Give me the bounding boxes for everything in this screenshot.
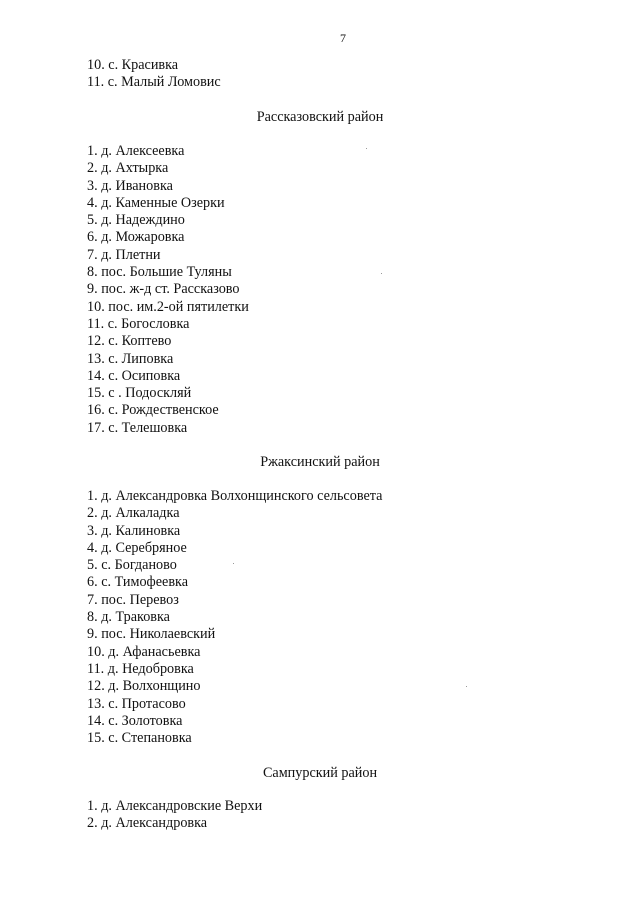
list-item: 2. д. Алкаладка <box>87 505 180 522</box>
list-item: 8. пос. Большие Туляны <box>87 264 232 281</box>
list-item: 5. с. Богданово <box>87 557 177 574</box>
list-item: 6. д. Можаровка <box>87 229 185 246</box>
section-list <box>87 488 382 747</box>
list-item: 7. пос. Перевоз <box>87 591 179 608</box>
list-item: 10. пос. им.2-ой пятилетки <box>87 298 249 315</box>
section-heading: Сампурский район <box>262 765 378 781</box>
list-item: 12. д. Волхонщино <box>87 678 201 695</box>
list-item: 15. с . Подоскляй <box>87 385 192 402</box>
section-heading: Ржаксинский район <box>260 454 380 470</box>
scan-speck <box>466 686 467 687</box>
list-item: 3. д. Ивановка <box>87 177 173 194</box>
scan-speck <box>233 563 234 564</box>
list-item: 5. д. Надеждино <box>87 212 185 229</box>
list-item: 15. с. Степановка <box>87 730 192 747</box>
list-item: 10. с. Красивка <box>87 57 179 73</box>
list-item: 17. с. Телешовка <box>87 419 188 436</box>
list-item: 7. д. Плетни <box>87 246 161 263</box>
list-item: 14. с. Осиповка <box>87 367 181 384</box>
list-item: 2. д. Александровка <box>87 815 208 832</box>
list-item: 9. пос. ж-д ст. Рассказово <box>87 281 240 298</box>
page-number: 7 <box>340 31 346 45</box>
section-list <box>87 798 262 833</box>
list-item: 1. д. Александровка Волхонщинского сельсовета <box>87 488 383 504</box>
list-item: 3. д. Калиновка <box>87 522 181 539</box>
scan-speck <box>366 148 367 149</box>
list-item: 4. д. Серебряное <box>87 539 187 556</box>
list-item: 1. д. Алексеевка <box>87 143 185 159</box>
list-item: 10. д. Афанасьевка <box>87 643 201 660</box>
top-list <box>87 57 221 92</box>
list-item: 12. с. Коптево <box>87 333 172 350</box>
scan-speck <box>381 273 382 274</box>
list-item: 1. д. Александровские Верхи <box>87 798 263 814</box>
list-item: 14. с. Золотовка <box>87 712 183 729</box>
section-heading: Рассказовский район <box>256 109 384 125</box>
list-item: 13. с. Протасово <box>87 695 186 712</box>
list-item: 11. с. Малый Ломовис <box>87 74 221 91</box>
list-item: 13. с. Липовка <box>87 350 174 367</box>
list-item: 11. д. Недобровка <box>87 660 194 677</box>
list-item: 11. с. Богословка <box>87 315 190 332</box>
list-item: 16. с. Рождественское <box>87 402 219 419</box>
list-item: 2. д. Ахтырка <box>87 160 169 177</box>
list-item: 6. с. Тимофеевка <box>87 574 189 591</box>
list-item: 9. пос. Николаевский <box>87 626 216 643</box>
list-item: 8. д. Траковка <box>87 609 170 626</box>
section-list <box>87 143 249 437</box>
list-item: 4. д. Каменные Озерки <box>87 194 225 211</box>
